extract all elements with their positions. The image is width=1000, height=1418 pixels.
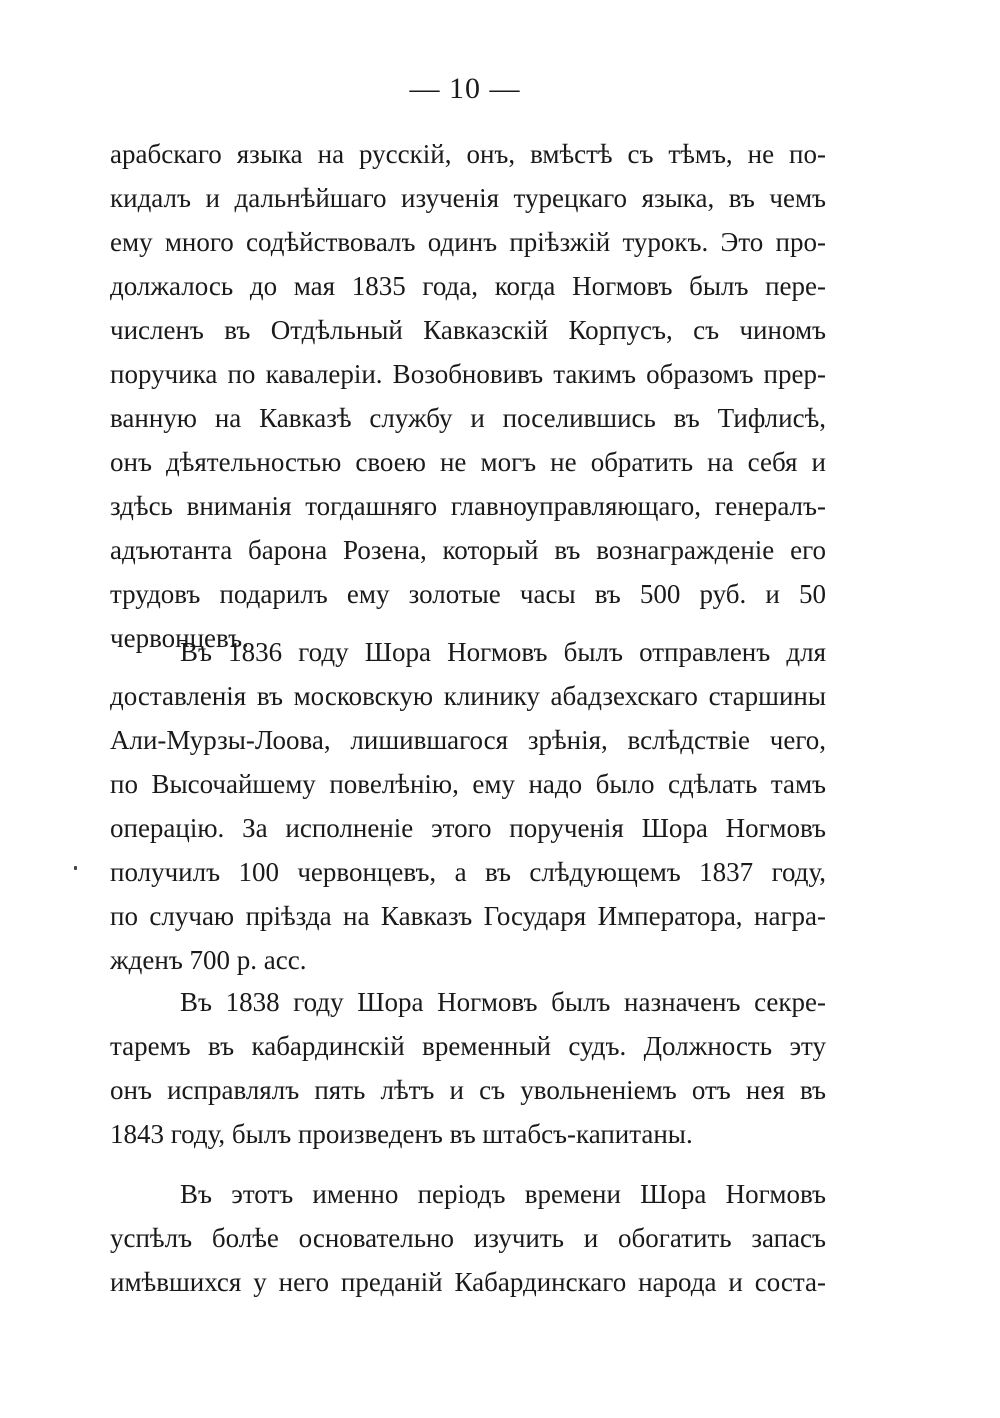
paragraph-1 [110,132,826,660]
text-line: имѣвшихся у него преданій Кабардинскаго народа и соста- [110,1267,826,1297]
text-line: Въ этотъ именно періодъ времени Шора Ногмовъ [180,1179,826,1209]
text-line: должалось до мая 1835 года, когда Ногмовъ былъ пере- [110,271,826,301]
text-line: онъ исправлялъ пять лѣтъ и съ увольненіемъ отъ нея въ [110,1075,826,1105]
text-line: по случаю пріѣзда на Кавказъ Государя Императора, награ- [110,901,826,931]
text-line: доставленія въ московскую клинику абадзехскаго старшины [110,681,826,711]
text-line: здѣсь вниманія тогдашняго главноуправляющаго, генералъ- [110,491,826,521]
text-line: арабскаго языка на русскій, онъ, вмѣстѣ съ тѣмъ, не по- [110,139,826,169]
text-line: численъ въ Отдѣльный Кавказскій Корпусъ, съ чиномъ [110,315,826,345]
text-line: онъ дѣятельностью своею не могъ не обратить на себя и [110,447,826,477]
text-line: 1843 году, былъ произведенъ въ штабсъ-капитаны. [110,1119,693,1149]
scan-speck [74,866,77,870]
text-line: трудовъ подарилъ ему золотые часы въ 500 руб. и 50 [110,579,826,609]
page-number: — 10 — [409,72,521,105]
text-line: Въ 1836 году Шора Ногмовъ былъ отправленъ для [180,637,826,667]
text-line: адъютанта барона Розена, который въ вознагражденіе его [110,535,826,565]
text-line: поручика по кавалеріи. Возобновивъ такимъ образомъ прер- [110,359,826,389]
text-line: таремъ въ кабардинскій временный судъ. Должность эту [110,1031,826,1061]
text-line: ванную на Кавказѣ службу и поселившись въ Тифлисѣ, [110,403,826,433]
text-line: кидалъ и дальнѣйшаго изученія турецкаго языка, въ чемъ [110,183,826,213]
text-line: успѣлъ болѣе основательно изучить и обогатить запасъ [110,1223,826,1253]
text-line: Въ 1838 году Шора Ногмовъ былъ назначенъ секре- [180,987,826,1017]
text-line: по Высочайшему повелѣнію, ему надо было сдѣлать тамъ [110,769,826,799]
paragraph-3 [110,980,826,1156]
text-line: жденъ 700 р. асс. [110,945,307,975]
paragraph-2 [110,630,826,982]
text-line: червонцевъ. [110,623,249,653]
text-line: Али-Мурзы-Лоова, лишившагося зрѣнія, вслѣдствіе чего, [110,725,826,755]
paragraph-4 [110,1172,826,1304]
text-line: ему много содѣйствовалъ одинъ пріѣзжій турокъ. Это про- [110,227,826,257]
text-line: получилъ 100 червонцевъ, а въ слѣдующемъ 1837 году, [110,857,826,887]
text-line: операцію. За исполненіе этого порученія Шора Ногмовъ [110,813,826,843]
